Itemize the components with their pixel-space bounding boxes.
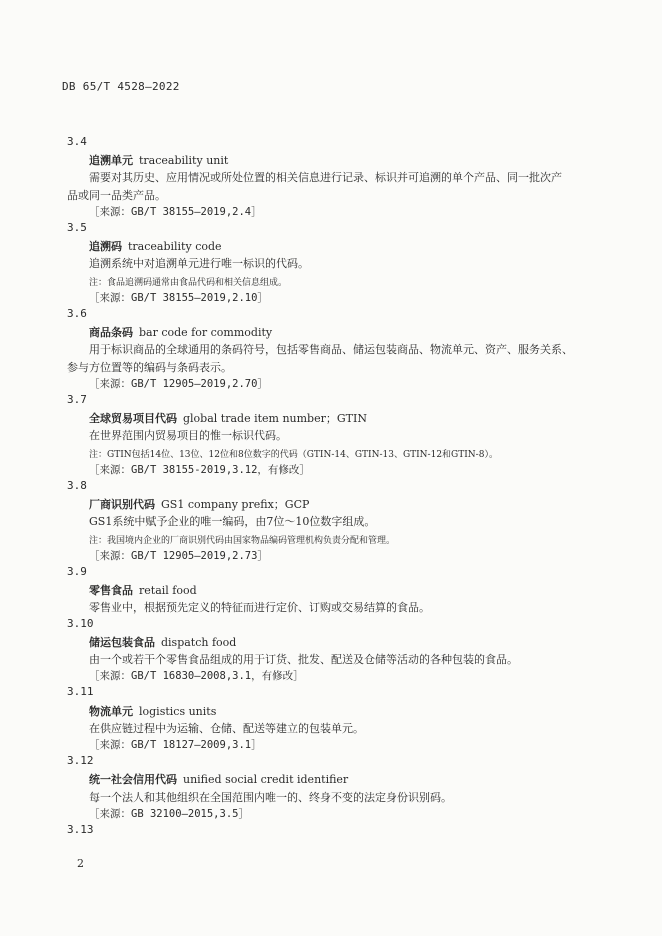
entry-number: 3.12 — [67, 754, 94, 768]
entry-note: 注：GTIN包括14位、13位、12位和8位数字的代码（GTIN-14、GTIN-13、GTIN-12和GTIN-8）。 — [89, 449, 498, 460]
term-chinese: 追溯码 — [89, 240, 122, 254]
entry-number: 3.6 — [67, 307, 87, 320]
entry-number: 3.5 — [67, 221, 87, 234]
term-chinese: 物流单元 — [89, 704, 133, 718]
term-chinese: 统一社会信用代码 — [89, 773, 177, 787]
term-english: traceability unit — [139, 154, 229, 168]
definition-line: 在世界范围内贸易项目的惟一标识代码。 — [89, 429, 287, 443]
term-heading — [89, 634, 236, 650]
term-chinese: 储运包装食品 — [89, 635, 155, 649]
term-english: retail food — [139, 584, 197, 598]
definition-line: 用于标识商品的全球通用的条码符号，包括零售商品、储运包装商品、物流单元、资产、服务关系、 — [89, 343, 573, 357]
term-chinese: 全球贸易项目代码 — [89, 412, 177, 426]
definition-line: 在供应链过程中为运输、仓储、配送等建立的包装单元。 — [89, 721, 364, 735]
term-english: logistics units — [139, 704, 217, 718]
entry-number: 3.4 — [67, 135, 87, 148]
term-chinese: 零售食品 — [89, 584, 133, 598]
term-english: unified social credit identifier — [183, 773, 349, 787]
definition-line: GS1系统中赋予企业的唯一编码，由7位～10位数字组成。 — [89, 515, 376, 529]
entry-note: 注：食品追溯码通常由食品代码和相关信息组成。 — [89, 277, 288, 288]
definition-line: 每一个法人和其他组织在全国范围内唯一的、终身不变的法定身份识别码。 — [89, 790, 452, 804]
entry-source: ［来源：GB/T 38155-2019,3.12，有修改］ — [89, 463, 310, 476]
definition-line: 追溯系统中对追溯单元进行唯一标识的代码。 — [89, 257, 309, 271]
entry-number: 3.8 — [67, 479, 87, 492]
entry-source: ［来源：GB/T 38155—2019,2.10］ — [89, 291, 268, 304]
term-english: dispatch food — [161, 635, 237, 649]
entry-source: ［来源：GB/T 38155—2019,2.4］ — [89, 205, 262, 218]
entry-number: 3.10 — [67, 616, 94, 630]
term-heading — [89, 410, 367, 426]
term-heading — [89, 771, 348, 787]
term-heading — [89, 703, 216, 719]
term-english: traceability code — [128, 240, 222, 254]
entry-source: ［来源：GB/T 18127—2009,3.1］ — [89, 739, 262, 751]
definition-line: 参与方位置等的编码与条码表示。 — [67, 360, 232, 374]
entry-number: 3.9 — [67, 565, 87, 578]
document-code-header: DB 65/T 4528—2022 — [62, 80, 180, 93]
entry-source: ［来源：GB/T 12905—2019,2.73］ — [89, 549, 268, 562]
term-heading — [89, 582, 197, 598]
page-number: 2 — [77, 857, 84, 870]
term-heading — [89, 152, 228, 168]
entry-source: ［来源：GB/T 12905—2019,2.70］ — [89, 377, 268, 390]
term-heading — [89, 324, 272, 340]
term-chinese: 厂商识别代码 — [89, 498, 155, 512]
definition-line: 品或同一品类产品。 — [67, 188, 166, 202]
entry-note: 注：我国境内企业的厂商识别代码由国家物品编码管理机构负责分配和管理。 — [89, 535, 396, 546]
entry-number: 3.13 — [67, 823, 94, 836]
term-english: GS1 company prefix；GCP — [161, 498, 310, 512]
term-chinese: 商品条码 — [89, 326, 133, 340]
definition-line: 零售业中，根据预先定义的特征而进行定价、订购或交易结算的食品。 — [89, 601, 430, 615]
entry-source: ［来源：GB 32100—2015,3.5］ — [89, 807, 249, 820]
entry-number: 3.7 — [67, 393, 87, 406]
term-chinese: 追溯单元 — [89, 154, 133, 168]
definition-line: 需要对其历史、应用情况或所处位置的相关信息进行记录、标识并可追溯的单个产品、同一批次产 — [89, 171, 562, 185]
term-english: global trade item number；GTIN — [183, 412, 367, 426]
entry-number: 3.11 — [67, 685, 94, 699]
term-heading — [89, 238, 222, 254]
term-heading — [89, 496, 309, 512]
definition-line: 由一个或若干个零售食品组成的用于订货、批发、配送及仓储等活动的各种包装的食品。 — [89, 653, 518, 666]
term-english: bar code for commodity — [139, 326, 273, 340]
entry-source: ［来源：GB/T 16830—2008,3.1，有修改］ — [89, 670, 304, 683]
